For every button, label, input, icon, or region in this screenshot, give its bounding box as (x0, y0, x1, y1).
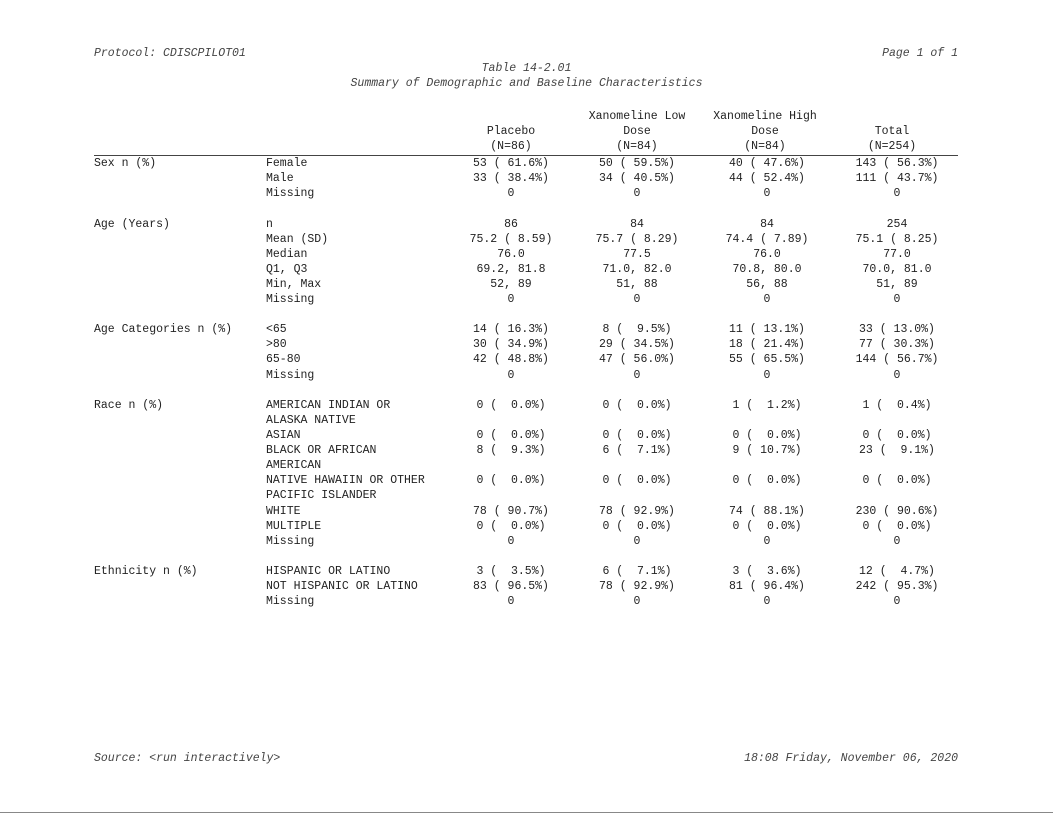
table-cell: 44 ( 52.4%) (729, 172, 805, 185)
table-cell: 0 (893, 293, 901, 306)
row-stat-label: Male (266, 172, 294, 185)
row-stat-label: >80 (266, 338, 287, 351)
row-stat-label: Missing (266, 535, 315, 548)
table-cell: 0 (763, 293, 771, 306)
table-cell: 50 ( 59.5%) (599, 157, 675, 170)
table-cell: 0 (633, 293, 641, 306)
row-stat-label: AMERICAN INDIAN OR (266, 399, 391, 412)
table-cell: 78 ( 92.9%) (599, 505, 675, 518)
table-cell: 69.2, 81.8 (476, 263, 546, 276)
col-header-placebo-line2: Placebo (486, 125, 536, 138)
table-cell: 0 ( 0.0%) (602, 474, 672, 487)
table-cell: 77.5 (623, 248, 651, 261)
col-header-high-line2: Dose (751, 125, 779, 138)
table-cell: 75.2 ( 8.59) (469, 233, 553, 246)
table-cell: 0 (893, 595, 901, 608)
table-cell: 83 ( 96.5%) (473, 580, 549, 593)
table-cell: 8 ( 9.5%) (602, 323, 672, 336)
table-cell: 0 (507, 187, 515, 200)
table-cell: 70.8, 80.0 (732, 263, 802, 276)
table-cell: 52, 89 (490, 278, 532, 291)
table-cell: 230 ( 90.6%) (855, 505, 939, 518)
table-cell: 77 ( 30.3%) (859, 338, 935, 351)
table-title: Summary of Demographic and Baseline Characteristics (350, 77, 703, 90)
table-cell: 51, 89 (876, 278, 918, 291)
table-cell: 0 (507, 535, 515, 548)
table-number: Table 14-2.01 (481, 62, 572, 75)
row-group-label: Age Categories n (%) (94, 323, 233, 336)
page-bottom-edge (0, 812, 1053, 813)
col-header-high-line1: Xanomeline High (713, 110, 817, 123)
table-cell: 34 ( 40.5%) (599, 172, 675, 185)
table-cell: 242 ( 95.3%) (855, 580, 939, 593)
table-cell: 76.0 (497, 248, 525, 261)
row-stat-label: NOT HISPANIC OR LATINO (266, 580, 418, 593)
table-cell: 0 ( 0.0%) (862, 429, 932, 442)
table-cell: 74 ( 88.1%) (729, 505, 805, 518)
row-stat-label: ASIAN (266, 429, 301, 442)
table-cell: 0 (633, 187, 641, 200)
row-group-label: Sex n (%) (94, 157, 157, 170)
table-cell: 71.0, 82.0 (602, 263, 672, 276)
row-stat-label: ALASKA NATIVE (266, 414, 356, 427)
table-cell: 0 (633, 535, 641, 548)
table-cell: 0 ( 0.0%) (602, 399, 672, 412)
table-cell: 111 ( 43.7%) (855, 172, 939, 185)
row-stat-label: 65-80 (266, 353, 301, 366)
row-stat-label: PACIFIC ISLANDER (266, 489, 377, 502)
table-cell: 55 ( 65.5%) (729, 353, 805, 366)
table-cell: 29 ( 34.5%) (599, 338, 675, 351)
table-cell: 84 (760, 218, 774, 231)
protocol-label: Protocol: CDISCPILOT01 (94, 47, 246, 60)
table-cell: 0 (763, 369, 771, 382)
table-cell: 0 (893, 369, 901, 382)
col-header-low-line3: (N=84) (616, 140, 658, 153)
table-cell: 0 (507, 293, 515, 306)
table-cell: 0 ( 0.0%) (732, 520, 802, 533)
table-cell: 0 (763, 535, 771, 548)
col-header-low-line2: Dose (623, 125, 651, 138)
table-cell: 12 ( 4.7%) (859, 565, 935, 578)
row-group-label: Age (Years) (94, 218, 170, 231)
table-cell: 86 (504, 218, 518, 231)
table-cell: 0 (633, 595, 641, 608)
table-cell: 9 ( 10.7%) (732, 444, 802, 457)
table-cell: 70.0, 81.0 (862, 263, 932, 276)
row-stat-label: <65 (266, 323, 287, 336)
table-cell: 3 ( 3.6%) (732, 565, 802, 578)
table-cell: 0 (633, 369, 641, 382)
row-group-label: Ethnicity n (%) (94, 565, 198, 578)
table-cell: 47 ( 56.0%) (599, 353, 675, 366)
row-stat-label: Female (266, 157, 308, 170)
table-cell: 77.0 (883, 248, 911, 261)
source-note: Source: <run interactively> (94, 752, 281, 765)
table-cell: 254 (886, 218, 908, 231)
table-cell: 84 (630, 218, 644, 231)
row-stat-label: AMERICAN (266, 459, 322, 472)
table-cell: 0 ( 0.0%) (862, 520, 932, 533)
row-group-label: Race n (%) (94, 399, 164, 412)
table-cell: 14 ( 16.3%) (473, 323, 549, 336)
row-stat-label: n (266, 218, 273, 231)
run-timestamp: 18:08 Friday, November 06, 2020 (744, 752, 958, 765)
row-stat-label: NATIVE HAWAIIN OR OTHER (266, 474, 425, 487)
table-cell: 0 ( 0.0%) (476, 474, 546, 487)
table-cell: 11 ( 13.1%) (729, 323, 805, 336)
table-cell: 0 ( 0.0%) (476, 399, 546, 412)
table-cell: 53 ( 61.6%) (473, 157, 549, 170)
table-cell: 8 ( 9.3%) (476, 444, 546, 457)
row-stat-label: Mean (SD) (266, 233, 329, 246)
table-cell: 81 ( 96.4%) (729, 580, 805, 593)
table-cell: 40 ( 47.6%) (729, 157, 805, 170)
col-header-high-line3: (N=84) (744, 140, 786, 153)
table-cell: 75.1 ( 8.25) (855, 233, 939, 246)
row-stat-label: Q1, Q3 (266, 263, 308, 276)
table-cell: 0 (763, 187, 771, 200)
col-header-total-line3: (N=254) (867, 140, 917, 153)
table-cell: 42 ( 48.8%) (473, 353, 549, 366)
table-cell: 30 ( 34.9%) (473, 338, 549, 351)
table-cell: 75.7 ( 8.29) (595, 233, 679, 246)
table-cell: 0 ( 0.0%) (732, 429, 802, 442)
table-cell: 0 (507, 369, 515, 382)
row-stat-label: Median (266, 248, 308, 261)
row-stat-label: Min, Max (266, 278, 322, 291)
col-header-low-line1: Xanomeline Low (588, 110, 686, 123)
table-cell: 56, 88 (746, 278, 788, 291)
row-stat-label: HISPANIC OR LATINO (266, 565, 391, 578)
col-header-placebo-line3: (N=86) (490, 140, 532, 153)
table-cell: 1 ( 0.4%) (862, 399, 932, 412)
table-cell: 0 ( 0.0%) (732, 474, 802, 487)
table-cell: 143 ( 56.3%) (855, 157, 939, 170)
table-cell: 0 (893, 535, 901, 548)
row-stat-label: BLACK OR AFRICAN (266, 444, 377, 457)
table-cell: 0 ( 0.0%) (602, 429, 672, 442)
table-cell: 18 ( 21.4%) (729, 338, 805, 351)
page-number: Page 1 of 1 (882, 47, 958, 60)
table-cell: 0 ( 0.0%) (476, 429, 546, 442)
table-cell: 78 ( 90.7%) (473, 505, 549, 518)
table-cell: 144 ( 56.7%) (855, 353, 939, 366)
table-cell: 0 (893, 187, 901, 200)
table-cell: 0 (763, 595, 771, 608)
table-cell: 76.0 (753, 248, 781, 261)
row-stat-label: Missing (266, 187, 315, 200)
table-cell: 1 ( 1.2%) (732, 399, 802, 412)
table-cell: 33 ( 13.0%) (859, 323, 935, 336)
table-cell: 78 ( 92.9%) (599, 580, 675, 593)
table-cell: 51, 88 (616, 278, 658, 291)
table-cell: 33 ( 38.4%) (473, 172, 549, 185)
table-cell: 3 ( 3.5%) (476, 565, 546, 578)
table-cell: 74.4 ( 7.89) (725, 233, 809, 246)
table-cell: 6 ( 7.1%) (602, 565, 672, 578)
row-stat-label: Missing (266, 595, 315, 608)
col-header-total-line2: Total (874, 125, 910, 138)
table-cell: 0 ( 0.0%) (602, 520, 672, 533)
table-cell: 0 ( 0.0%) (476, 520, 546, 533)
table-cell: 0 ( 0.0%) (862, 474, 932, 487)
row-stat-label: Missing (266, 369, 315, 382)
table-cell: 23 ( 9.1%) (859, 444, 935, 457)
table-cell: 6 ( 7.1%) (602, 444, 672, 457)
row-stat-label: WHITE (266, 505, 301, 518)
row-stat-label: MULTIPLE (266, 520, 322, 533)
row-stat-label: Missing (266, 293, 315, 306)
table-cell: 0 (507, 595, 515, 608)
